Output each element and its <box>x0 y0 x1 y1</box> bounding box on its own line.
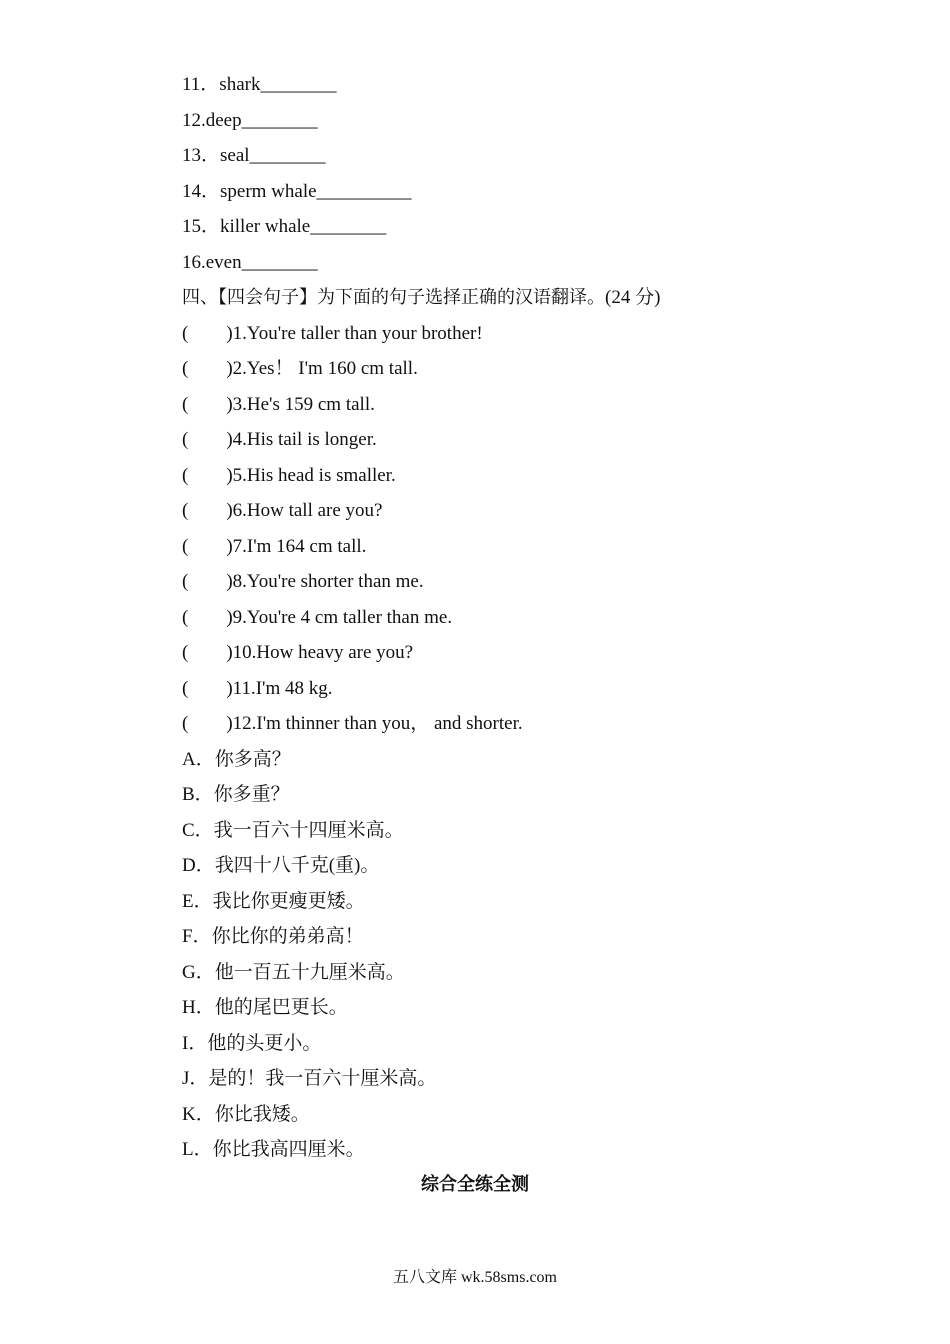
answer-close-paren: ) <box>226 677 233 699</box>
vocab-item: 12.deep________ <box>182 109 318 131</box>
answer-open-paren: ( <box>182 606 189 628</box>
sentence-text: 1.You're taller than your brother! <box>232 322 483 344</box>
sentence-item <box>182 529 822 565</box>
sentence-text: 10.How heavy are you? <box>232 642 414 663</box>
vocab-list <box>182 67 822 280</box>
answer-open-paren: ( <box>182 713 189 734</box>
sentence-item <box>182 671 822 707</box>
answer-open-paren: ( <box>182 571 189 592</box>
vocab-item: 16.even________ <box>182 251 318 273</box>
answer-open-paren: ( <box>182 358 189 379</box>
answer-close-paren: ) <box>226 429 233 450</box>
sentence-item <box>182 706 822 742</box>
answer-open-paren: ( <box>182 642 189 663</box>
answer-open-paren: ( <box>182 677 189 699</box>
sentence-text: 12.I'm thinner than you， and shorter. <box>232 713 523 734</box>
answer-close-paren: ) <box>226 322 233 344</box>
answer-close-paren: ) <box>226 606 233 628</box>
sentence-item <box>182 635 822 671</box>
sentence-item <box>182 493 822 529</box>
sentence-item <box>182 387 822 423</box>
answer-open-paren: ( <box>182 322 189 344</box>
answer-open-paren: ( <box>182 500 189 521</box>
option-item: G．他一百五十九厘米高。 <box>182 961 405 983</box>
option-item: I．他的头更小。 <box>182 1032 322 1054</box>
sentence-item <box>182 564 822 600</box>
sentence-text: 7.I'm 164 cm tall. <box>232 535 367 557</box>
option-item: H．他的尾巴更长。 <box>182 997 348 1018</box>
answer-close-paren: ) <box>226 500 233 521</box>
sentence-list <box>182 316 822 742</box>
answer-close-paren: ) <box>226 571 233 592</box>
section-score: (24 分) <box>605 287 661 308</box>
page-footer: 五八文库 wk.58sms.com <box>392 1269 557 1286</box>
option-item: L．你比我高四厘米。 <box>182 1139 365 1160</box>
section-title: 【四会句子】为下面的句子选择正确的汉语翻译。 <box>218 287 605 308</box>
sentence-item <box>182 422 822 458</box>
sentence-text: 8.You're shorter than me. <box>232 571 424 592</box>
vocab-item: 14．sperm whale__________ <box>182 180 412 202</box>
option-item: E．我比你更瘦更矮。 <box>182 890 365 912</box>
option-item: F．你比你的弟弟高！ <box>182 926 364 947</box>
option-item: K．你比我矮。 <box>182 1103 310 1125</box>
vocab-item: 15．killer whale________ <box>182 216 387 237</box>
sentence-item <box>182 316 822 352</box>
answer-open-paren: ( <box>182 464 189 486</box>
answer-close-paren: ) <box>226 393 233 415</box>
answer-open-paren: ( <box>182 535 189 557</box>
sentence-text: 5.His head is smaller. <box>232 464 396 486</box>
vocab-item: 11．shark________ <box>182 74 337 95</box>
option-item: D．我四十八千克(重)。 <box>182 855 380 876</box>
sentence-text: 4.His tail is longer. <box>232 429 377 450</box>
vocab-item: 13．seal________ <box>182 145 326 166</box>
sentence-item <box>182 458 822 494</box>
sentence-text: 6.How tall are you? <box>232 500 383 521</box>
option-item: C．我一百六十四厘米高。 <box>182 819 404 841</box>
option-item: A．你多高？ <box>182 748 291 770</box>
answer-open-paren: ( <box>182 393 189 415</box>
option-item: J．是的！我一百六十厘米高。 <box>182 1068 437 1089</box>
option-item: B．你多重？ <box>182 784 290 805</box>
answer-close-paren: ) <box>226 713 233 734</box>
answer-close-paren: ) <box>226 358 233 379</box>
section-heading <box>182 280 822 316</box>
section-prefix: 四、 <box>182 287 218 308</box>
answer-close-paren: ) <box>226 535 233 557</box>
sentence-text: 11.I'm 48 kg. <box>232 677 333 699</box>
sentence-item <box>182 600 822 636</box>
next-section-title: 综合全练全测 <box>421 1174 529 1195</box>
sentence-item <box>182 351 822 387</box>
sentence-text: 2.Yes！ I'm 160 cm tall. <box>232 358 418 379</box>
sentence-text: 9.You're 4 cm taller than me. <box>232 606 453 628</box>
answer-open-paren: ( <box>182 429 189 450</box>
document-body <box>182 67 822 1168</box>
option-list <box>182 742 822 1168</box>
answer-close-paren: ) <box>226 464 233 486</box>
sentence-text: 3.He's 159 cm tall. <box>232 393 375 415</box>
answer-close-paren: ) <box>226 642 233 663</box>
